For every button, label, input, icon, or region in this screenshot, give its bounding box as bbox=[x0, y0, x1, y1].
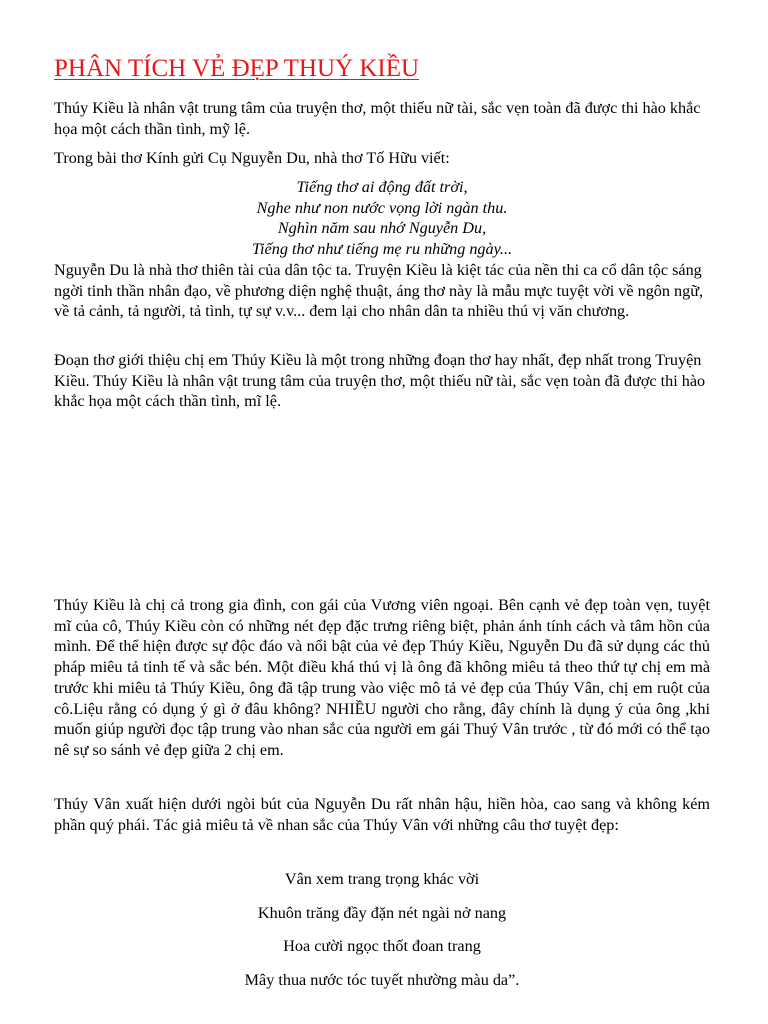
page-title: PHÂN TÍCH VẺ ĐẸP THUÝ KIỀU bbox=[54, 55, 420, 82]
intro-paragraph: Thúy Kiều là nhân vật trung tâm của truyện thơ, một thiếu nữ tài, sắc vẹn toàn đã được thi hào khắc họa một cách thần tình, mỹ lệ. bbox=[54, 99, 701, 138]
poem-line: Nghe như non nước vọng lời ngàn thu. bbox=[256, 198, 508, 217]
poem-line: Nghìn năm sau nhớ Nguyễn Du, bbox=[277, 219, 487, 238]
body-paragraph: Thúy Kiều là chị cả trong gia đình, con gái của Vương viên ngoại. Bên cạnh vẻ đẹp toàn vẹn, tuyệt mĩ của cô, Thúy Kiều còn có những nét đẹp đặc trưng riêng biệt, phản ánh tính cách và tâm hồn của mình. Để thể hiện được sự độc đáo và nổi bật của vẻ đẹp Thúy Kiều, Nguyễn Du đã sử dụng các thủ pháp miêu tả tinh tế và sắc bén. Một điều khá thú vị là ông đã không miêu tả theo thứ tự chị em mà trước khi miêu tả Thúy Kiều, ông đã tập trung vào việc mô tả vẻ đẹp của Thúy Vân, chị em ruột của cô.Liệu rằng có dụng ý gì ở đâu không? NHIỀU người cho rằng, đây chính là dụng ý của ông ,khi muốn giúp người đọc tập trung vào nhan sắc của người em gái Thuý Vân trước , từ đó mới có thể tạo nê sự so sánh vẻ đẹp giữa 2 chị em. bbox=[54, 596, 710, 759]
poem-line: Tiếng thơ ai động đất trời, bbox=[296, 178, 468, 196]
verse-line: Vân xem trang trọng khác vời bbox=[284, 870, 480, 888]
verse-line: Khuôn trăng đầy đặn nét ngài nở nang bbox=[257, 904, 507, 922]
verse-line: Mây thua nước tóc tuyết nhường màu da”. bbox=[244, 971, 520, 989]
poem-to-huu bbox=[54, 177, 710, 260]
body-paragraph: Thúy Vân xuất hiện dưới ngòi bút của Nguyễn Du rất nhân hậu, hiền hòa, cao sang và không kém phần quý phái. Tác giả miêu tả về nhan sắc của Thúy Vân với những câu thơ tuyệt đẹp: bbox=[54, 795, 710, 834]
intro-quote-lead: Trong bài thơ Kính gửi Cụ Nguyễn Du, nhà thơ Tố Hữu viết: bbox=[54, 149, 450, 167]
poem-line: Tiếng thơ như tiếng mẹ ru những ngày... bbox=[251, 240, 513, 259]
verse-line: Hoa cười ngọc thốt đoan trang bbox=[283, 937, 481, 955]
body-paragraph: Đoạn thơ giới thiệu chị em Thúy Kiều là một trong những đoạn thơ hay nhất, đẹp nhất trong Truyện Kiều. Thúy Kiều là nhân vật trung tâm của truyện thơ, một thiếu nữ tài, sắc vẹn toàn đã được thi hào khắc họa một cách thần tình, mĩ lệ. bbox=[54, 351, 706, 411]
body-paragraph: Nguyễn Du là nhà thơ thiên tài của dân tộc ta. Truyện Kiều là kiệt tác của nền thi ca cổ dân tộc sáng ngời tinh thần nhân đạo, về phương diện nghệ thuật, áng thơ này là mẫu mực tuyệt vời về ngôn ngữ, về tả cảnh, tả người, tả tình, tự sự v.v... đem lại cho nhân dân ta nhiều thú vị văn chương. bbox=[54, 261, 704, 321]
